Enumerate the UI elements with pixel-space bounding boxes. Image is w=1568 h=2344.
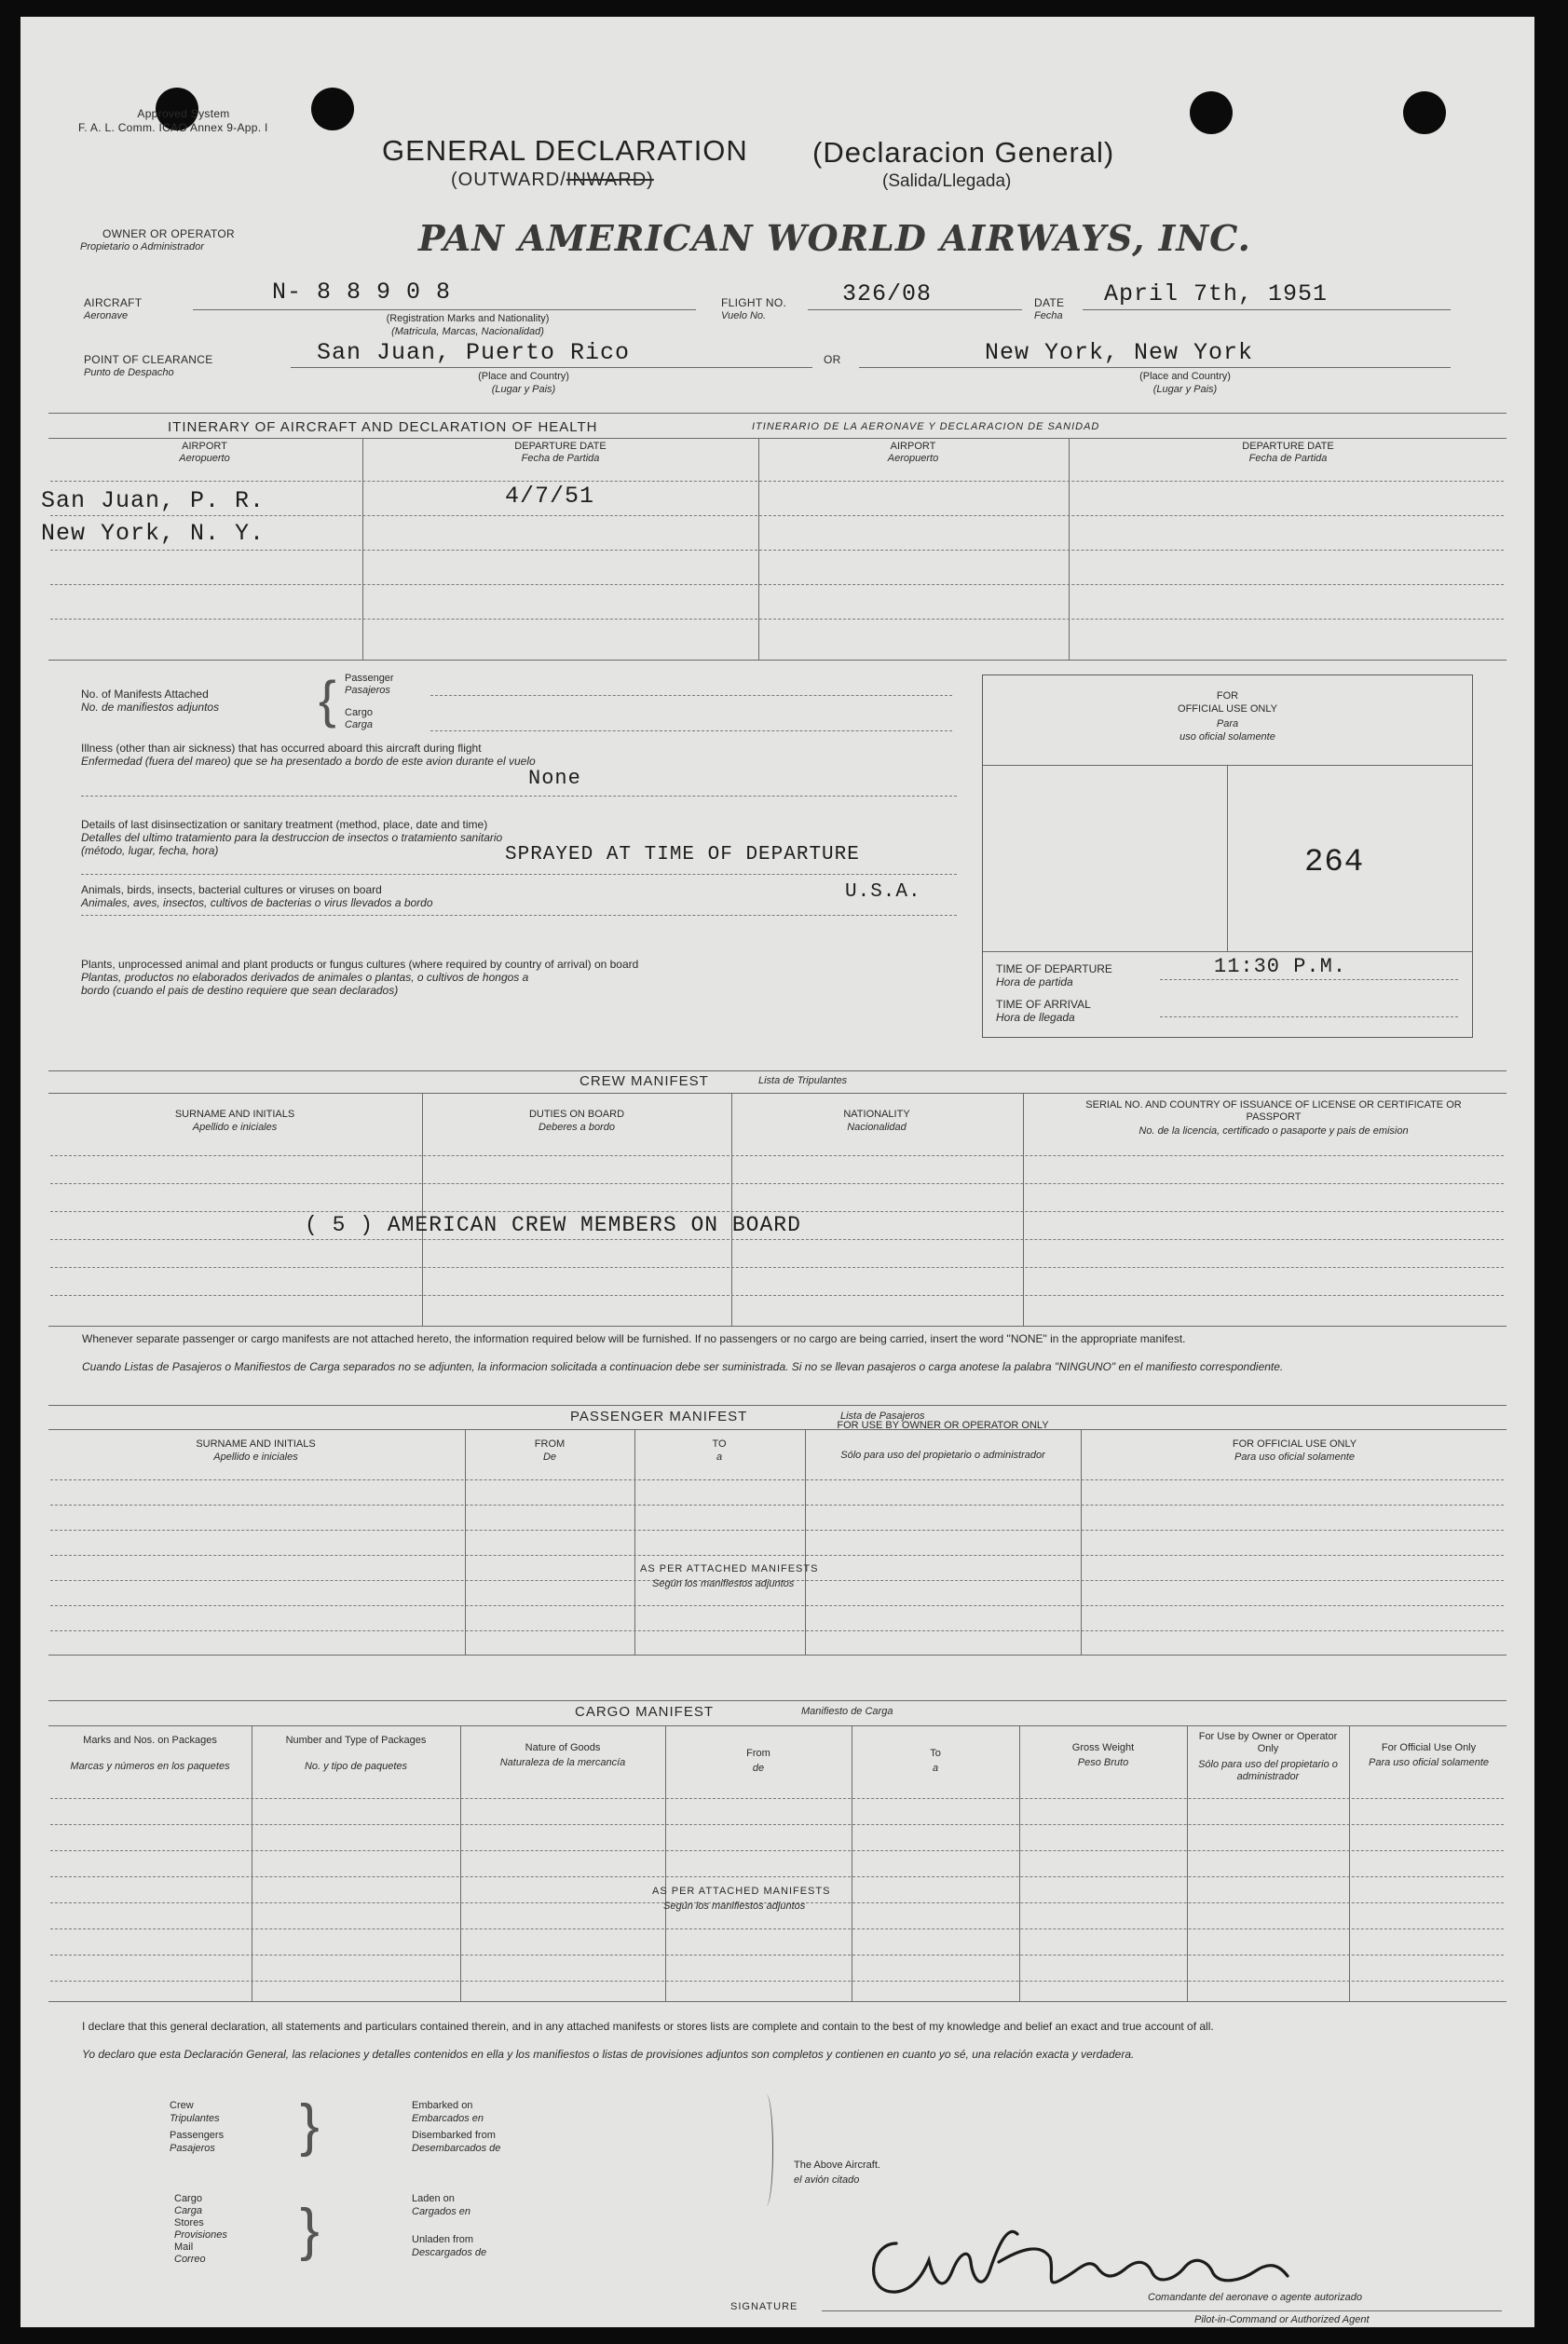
- fal-reference: F. A. L. Comm. ICAO Annex 9-App. I: [78, 121, 268, 134]
- aircraft-hint-es: (Matricula, Marcas, Nacionalidad): [391, 326, 544, 337]
- arrival-label-es: Hora de llegada: [996, 1011, 1075, 1024]
- manifests-label-es: No. de manifiestos adjuntos: [81, 701, 220, 714]
- manifests-cargo-es: Carga: [345, 719, 373, 730]
- itinerary-row-1-airport: San Juan, P. R.: [41, 487, 266, 514]
- cargo-col-7-es: Sólo para uso del propietario o administrador: [1198, 1759, 1338, 1782]
- cargo-col-1-es: Marcas y números en los paquetes: [70, 1761, 230, 1772]
- itinerary-heading-es: ITINERARIO DE LA AERONAVE Y DECLARACION DE SANIDAD: [752, 421, 1100, 432]
- cargo-col-8-es: Para uso oficial solamente: [1368, 1757, 1489, 1768]
- crew-col-2: DUTIES ON BOARD: [528, 1109, 625, 1120]
- cargo-heading-es: Manifiesto de Carga: [801, 1706, 893, 1717]
- passenger-col-5-es: Para uso oficial solamente: [1234, 1451, 1355, 1463]
- itinerary-col-2-es: Fecha de Partida: [521, 453, 600, 464]
- cargo-col-6-es: Peso Bruto: [1077, 1757, 1129, 1768]
- passenger-col-1-es: Apellido e iniciales: [213, 1451, 298, 1463]
- clearance-value: San Juan, Puerto Rico: [317, 339, 631, 366]
- manifests-label: No. of Manifests Attached: [81, 688, 209, 701]
- itinerary-col-1-es: Aeropuerto: [179, 453, 230, 464]
- destination-value: New York, New York: [985, 339, 1254, 366]
- manifests-passenger: Passenger: [345, 673, 394, 684]
- crew-col-1: SURNAME AND INITIALS: [174, 1109, 295, 1120]
- official-use-box: [982, 675, 1473, 1038]
- cargo-note-es: Según los manifiestos adjuntos: [663, 1901, 806, 1912]
- illness-value: None: [528, 767, 581, 790]
- count-disembarked-es: Desembarcados de: [412, 2143, 501, 2154]
- commander-label: Pilot-in-Command or Authorized Agent: [1194, 2314, 1370, 2325]
- illness-label-es: Enfermedad (fuera del mareo) que se ha presentado a bordo de este avion durante el vuelo: [81, 755, 536, 768]
- animals-label-es: Animales, aves, insectos, cultivos de bacterias o virus llevados a bordo: [81, 896, 433, 909]
- count-embarked: Embarked on: [412, 2100, 473, 2111]
- itinerary-row-1-date: 4/7/51: [505, 483, 595, 510]
- itinerary-heading: ITINERARY OF AIRCRAFT AND DECLARATION OF HEALTH: [168, 419, 598, 435]
- crew-heading: CREW MANIFEST: [579, 1073, 709, 1089]
- cargo-col-3: Nature of Goods: [525, 1742, 601, 1753]
- itinerary-row-2-airport: New York, N. Y.: [41, 520, 266, 547]
- cargo-col-1: Marks and Nos. on Packages: [83, 1735, 217, 1746]
- cargo-col-6: Gross Weight: [1071, 1742, 1135, 1753]
- punch-hole: [1190, 91, 1233, 134]
- count-laden: Laden on: [412, 2193, 455, 2204]
- official-number: 264: [1304, 845, 1365, 880]
- cargo-col-5-es: a: [932, 1763, 939, 1774]
- cargo-col-2-es: No. y tipo de paquetes: [304, 1761, 408, 1772]
- note-en: Whenever separate passenger or cargo manifests are not attached hereto, the information required below will be furnished. If no passengers or no cargo are being carried, insert the word "NONE" in the appropriate manifest.: [82, 1332, 1186, 1345]
- count-disembarked: Disembarked from: [412, 2130, 496, 2141]
- plants-label-es2: bordo (cuando el pais de destino requiere que sean declarados): [81, 984, 399, 997]
- flight-value: 326/08: [842, 280, 933, 307]
- owner-label: OWNER OR OPERATOR: [102, 227, 235, 240]
- itinerary-col-2: DEPARTURE DATE: [514, 441, 607, 452]
- clearance-hint: (Place and Country): [478, 371, 569, 382]
- departure-label: TIME OF DEPARTURE: [996, 962, 1112, 975]
- manifests-passenger-es: Pasajeros: [345, 685, 390, 696]
- passenger-note-es: Según los manifiestos adjuntos: [652, 1578, 795, 1589]
- count-passengers: Passengers: [170, 2130, 225, 2141]
- note-es: Cuando Listas de Pasajeros o Manifiestos de Carga separados no se adjunten, la informacion solicitada a continuacion debe ser suministrada. Si no se llevan pasajeros o carga anotese la palabra "NINGUNO" en el manifiesto correspondiente.: [82, 1360, 1284, 1373]
- crew-col-4: SERIAL NO. AND COUNTRY OF ISSUANCE OF LICENSE OR CERTIFICATE OR PASSPORT: [1085, 1099, 1462, 1123]
- destination-hint: (Place and Country): [1139, 371, 1231, 382]
- aircraft-label: AIRCRAFT: [84, 296, 143, 309]
- form-title-es: (Declaracion General): [812, 136, 1115, 169]
- passenger-heading-es: Lista de Pasajeros: [840, 1410, 925, 1422]
- cargo-col-7: For Use by Owner or Operator Only: [1198, 1731, 1338, 1754]
- count-laden-es: Cargados en: [412, 2206, 470, 2217]
- signature-divider: [759, 2094, 773, 2206]
- signature-label: SIGNATURE: [730, 2301, 798, 2312]
- passenger-col-2: FROM: [534, 1438, 566, 1450]
- cargo-col-4: From: [746, 1748, 770, 1759]
- itinerary-col-4: DEPARTURE DATE: [1242, 441, 1334, 452]
- approved-system-label: Approved System: [137, 107, 230, 120]
- passenger-col-3-es: a: [716, 1451, 723, 1463]
- cargo-note: AS PER ATTACHED MANIFESTS: [652, 1886, 831, 1897]
- official-title-2: OFFICIAL USE ONLY: [1178, 703, 1277, 715]
- date-value: April 7th, 1951: [1104, 280, 1329, 307]
- itinerary-col-1: AIRPORT: [182, 441, 227, 452]
- manifests-brace: {: [319, 670, 336, 729]
- passenger-heading: PASSENGER MANIFEST: [570, 1409, 748, 1424]
- count-unladen: Unladen from: [412, 2234, 474, 2245]
- crew-col-3-es: Nacionalidad: [847, 1122, 907, 1133]
- date-label-es: Fecha: [1034, 310, 1063, 321]
- count-unladen-es: Descargados de: [412, 2247, 487, 2258]
- animals-label: Animals, birds, insects, bacterial cultures or viruses on board: [81, 883, 382, 896]
- destination-label: OR: [824, 353, 841, 366]
- arrival-label: TIME OF ARRIVAL: [996, 998, 1091, 1011]
- passenger-col-1: SURNAME AND INITIALS: [196, 1438, 316, 1450]
- aircraft-value: N- 8 8 9 0 8: [272, 279, 452, 306]
- official-title-es: Para: [1216, 718, 1239, 729]
- clearance-label-es: Punto de Despacho: [84, 367, 174, 378]
- cargo-col-4-es: de: [752, 1763, 765, 1774]
- commander-label-es: Comandante del aeronave o agente autorizado: [1148, 2292, 1362, 2303]
- itinerary-col-3-es: Aeropuerto: [887, 453, 939, 464]
- disinsection-value: SPRAYED AT TIME OF DEPARTURE: [505, 844, 860, 865]
- itinerary-col-4-es: Fecha de Partida: [1248, 453, 1328, 464]
- official-title: FOR: [1216, 690, 1239, 702]
- count-passengers-es: Pasajeros: [170, 2143, 215, 2154]
- disinsection-label: Details of last disinsectization or sanitary treatment (method, place, date and time): [81, 818, 488, 831]
- declaration-es: Yo declaro que esta Declaración General, las relaciones y detalles contenidos en ella y los manifiestos o listas de provisiones adjuntos son completos y contienen en cuanto yo sé, una relación exacta y verdadera.: [82, 2048, 1135, 2061]
- passenger-col-5: FOR OFFICIAL USE ONLY: [1232, 1438, 1357, 1450]
- flight-label-es: Vuelo No.: [721, 310, 767, 321]
- itinerary-col-3: AIRPORT: [890, 441, 936, 452]
- direction-label-es: (Salida/Llegada): [882, 171, 1012, 191]
- plants-label-es: Plantas, productos no elaborados derivados de animales o plantas, o cultivos de hongos a: [81, 971, 529, 984]
- flight-label: FLIGHT NO.: [721, 296, 787, 309]
- counts-brace-1: }: [300, 2093, 320, 2158]
- above-aircraft: The Above Aircraft.: [794, 2160, 880, 2171]
- count-crew: Crew: [170, 2100, 194, 2111]
- passenger-col-4-es: Sólo para uso del propietario o administrador: [840, 1450, 1045, 1461]
- crew-col-3: NATIONALITY: [843, 1109, 910, 1120]
- count-cargo-block: Cargo Carga Stores Provisiones Mail Correo: [174, 2193, 227, 2265]
- destination-hint-es: (Lugar y Pais): [1152, 384, 1218, 395]
- date-label: DATE: [1034, 296, 1065, 309]
- declaration-form: [20, 17, 1534, 2327]
- manifests-cargo: Cargo: [345, 707, 373, 718]
- direction-label: (OUTWARD/INWARD): [451, 170, 654, 190]
- aircraft-label-es: Aeronave: [84, 310, 129, 321]
- crew-col-2-es: Deberes a bordo: [539, 1122, 615, 1133]
- clearance-hint-es: (Lugar y Pais): [491, 384, 556, 395]
- form-title: GENERAL DECLARATION: [382, 134, 748, 167]
- declaration-en: I declare that this general declaration, all statements and particulars contained therein, and in any attached manifests or stores lists are complete and contain to the best of my knowledge and belief an exact and true account of all.: [82, 2020, 1214, 2033]
- official-title-es2: uso oficial solamente: [1179, 731, 1275, 743]
- disinsection-label-es: Detalles del ultimo tratamiento para la destruccion de insectos o tratamiento sanitario: [81, 831, 503, 844]
- passenger-col-2-es: De: [542, 1451, 557, 1463]
- passenger-col-3: TO: [712, 1438, 727, 1450]
- clearance-label: POINT OF CLEARANCE: [84, 353, 213, 366]
- count-embarked-es: Embarcados en: [412, 2113, 484, 2124]
- animals-value: U.S.A.: [845, 881, 921, 903]
- crew-heading-es: Lista de Tripulantes: [758, 1075, 848, 1086]
- owner-label-es: Propietario o Administrador: [80, 241, 204, 252]
- cargo-col-2: Number and Type of Packages: [285, 1735, 427, 1746]
- punch-hole: [1403, 91, 1446, 134]
- departure-label-es: Hora de partida: [996, 975, 1073, 988]
- departure-value: 11:30 P.M.: [1214, 955, 1347, 978]
- cargo-col-8: For Official Use Only: [1381, 1742, 1477, 1753]
- illness-label: Illness (other than air sickness) that has occurred aboard this aircraft during flight: [81, 742, 482, 755]
- owner-value: PAN AMERICAN WORLD AIRWAYS, INC.: [418, 217, 1251, 259]
- above-aircraft-es: el avión citado: [794, 2174, 860, 2186]
- disinsection-label-es2: (método, lugar, fecha, hora): [81, 844, 219, 857]
- count-crew-es: Tripulantes: [170, 2113, 220, 2124]
- cargo-col-3-es: Naturaleza de la mercancía: [499, 1757, 626, 1768]
- passenger-note: AS PER ATTACHED MANIFESTS: [640, 1563, 819, 1574]
- crew-entry: ( 5 ) AMERICAN CREW MEMBERS ON BOARD: [305, 1213, 801, 1237]
- crew-col-4-es: No. de la licencia, certificado o pasaporte y pais de emision: [1139, 1125, 1409, 1137]
- crew-col-1-es: Apellido e iniciales: [192, 1122, 278, 1133]
- cargo-heading: CARGO MANIFEST: [575, 1704, 715, 1720]
- aircraft-hint: (Registration Marks and Nationality): [386, 313, 550, 324]
- passenger-col-4: FOR USE BY OWNER OR OPERATOR ONLY: [837, 1420, 1049, 1431]
- counts-brace-2: }: [300, 2198, 320, 2262]
- cargo-col-5: To: [930, 1748, 941, 1759]
- plants-label: Plants, unprocessed animal and plant products or fungus cultures (where required by country of arrival) on board: [81, 958, 639, 971]
